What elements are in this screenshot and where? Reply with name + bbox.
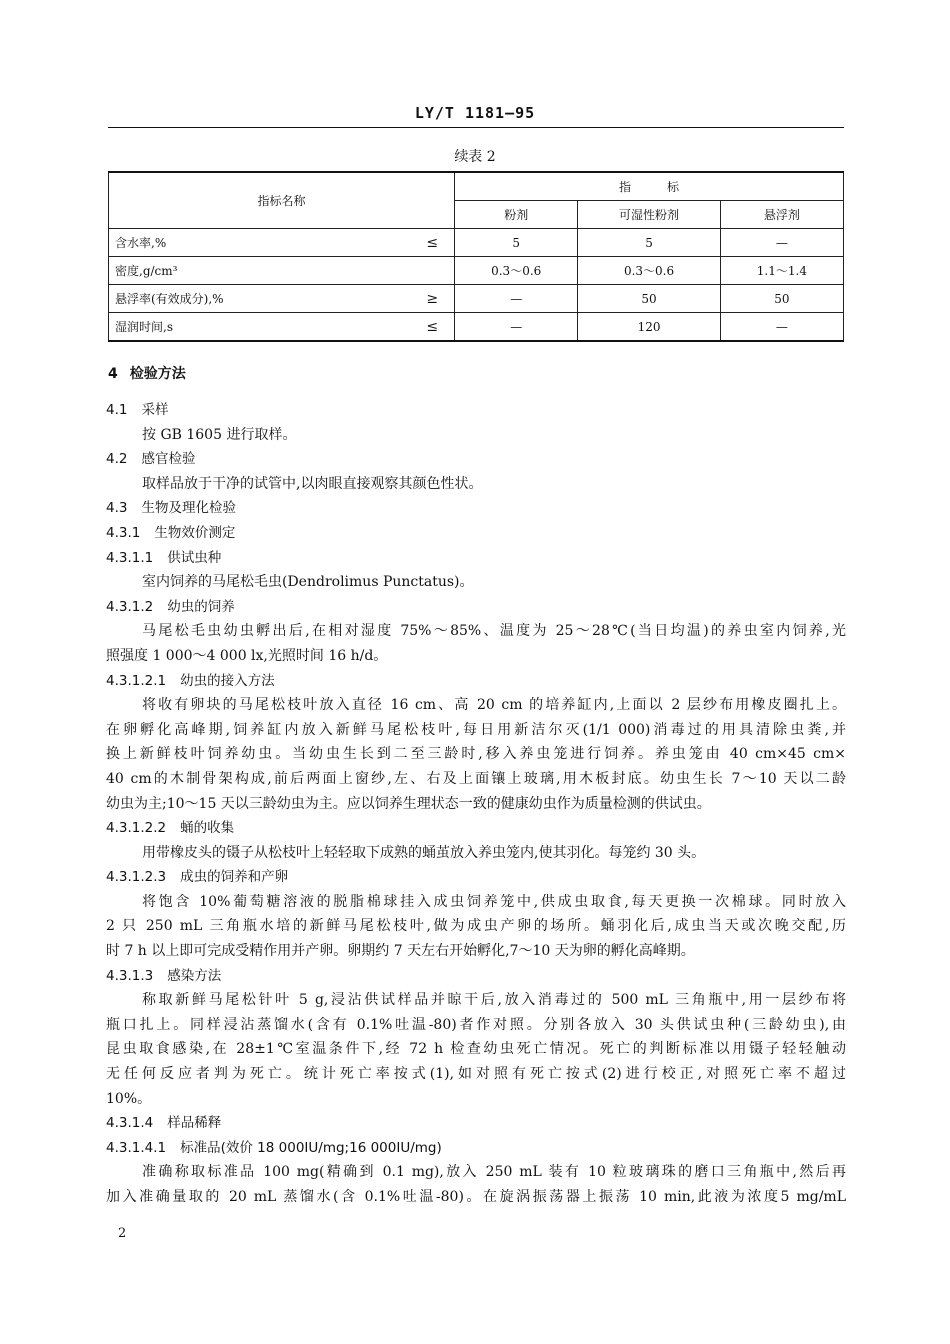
heading-title: 幼虫的接入方法 — [180, 672, 275, 689]
heading-title: 感染方法 — [167, 967, 222, 984]
table-header-row — [109, 172, 844, 201]
heading-number: 4.3.1.2.3 — [106, 869, 167, 886]
paragraph-line: 照强度 1 000～4 000 lx,光照时间 16 h/d。 — [106, 647, 388, 664]
row-symbol: ≥ — [402, 285, 455, 313]
heading-title: 样品稀释 — [167, 1115, 222, 1132]
heading-number: 4.1 — [106, 402, 128, 418]
cell: 0.3～0.6 — [578, 257, 720, 285]
subsection-heading — [106, 496, 846, 521]
cell: 5 — [578, 229, 720, 257]
paragraph-line: 10%。 — [106, 1090, 152, 1107]
row-name: 密度,g/cm³ — [109, 257, 403, 285]
paragraph-line: 室内饲养的马尾松毛虫(Dendrolimus Punctatus)。 — [142, 574, 474, 591]
row-symbol: ≤ — [402, 229, 455, 257]
heading-number: 4.3.1.4.1 — [106, 1139, 167, 1156]
col-header: 粉剂 — [455, 201, 578, 229]
heading-number: 4.3.1.1 — [106, 549, 154, 566]
row-symbol: ≤ — [402, 313, 455, 342]
spec-table — [108, 171, 844, 342]
subsection-heading — [106, 816, 846, 841]
paragraph-line: 40 cm的木制骨架构成,前后两面上窗纱,左、右及上面镶上玻璃,用木板封底。幼虫生长 7～10 天以二龄 — [106, 770, 846, 787]
paragraph-line: 将收有卵块的马尾松枝叶放入直径 16 cm、高 20 cm 的培养缸内,上面以 2 层纱布用橡皮圈扎上。 — [142, 697, 846, 714]
heading-number: 4.3.1.3 — [106, 967, 154, 984]
paragraph-line: 无任何反应者判为死亡。统计死亡率按式(1),如对照有死亡按式(2)进行校正,对照死亡率不超过 — [106, 1066, 846, 1083]
cell: 50 — [578, 285, 720, 313]
cell: — — [720, 229, 843, 257]
heading-number: 4.3.1.2.1 — [106, 672, 167, 689]
section-number: 4 — [108, 366, 118, 382]
section-title: 检验方法 — [129, 366, 186, 382]
heading-title: 生物效价测定 — [154, 524, 236, 541]
header-rule — [108, 127, 844, 128]
paragraph-line: 称取新鲜马尾松针叶 5 g,浸沾供试样品并晾干后,放入消毒过的 500 mL 三角瓶中,用一层纱布将 — [142, 992, 846, 1009]
paragraph-line: 马尾松毛虫幼虫孵出后,在相对湿度 75%～85%、温度为 25～28℃(当日均温)的养虫室内饲养,光 — [142, 623, 846, 640]
cell: 1.1～1.4 — [720, 257, 843, 285]
paragraph-line: 换上新鲜枝叶饲养幼虫。当幼虫生长到二至三龄时,移入养虫笼进行饲养。养虫笼由 40 cm×45 cm× — [106, 746, 846, 763]
heading-number: 4.3.1.4 — [106, 1115, 154, 1132]
page-number: 2 — [118, 1226, 127, 1241]
subsection-heading — [106, 546, 846, 571]
subsection-heading — [106, 1136, 846, 1161]
heading-number: 4.3.1.2.2 — [106, 820, 167, 837]
heading-number: 4.3 — [106, 500, 128, 517]
paragraph-line: 加入准确量取的 20 mL 蒸馏水(含 0.1%吐温-80)。在旋涡振荡器上振荡 10 min,此液为浓度5 mg/mL — [106, 1189, 846, 1205]
col-header: 悬浮剂 — [720, 201, 843, 229]
table-row — [109, 285, 844, 313]
table-caption: 续表 2 — [454, 149, 496, 165]
col-header: 可湿性粉剂 — [578, 201, 720, 229]
cell: — — [720, 313, 843, 342]
heading-title: 供试虫种 — [167, 549, 222, 566]
paragraph-line: 在卵孵化高峰期,饲养缸内放入新鲜马尾松枝叶,每日用新洁尔灭(1/1 000)消毒过的用具清除虫粪,并 — [106, 721, 846, 738]
heading-number: 4.3.1 — [106, 524, 141, 541]
standard-code-header: LY/T 1181—95 — [414, 104, 536, 122]
paragraph-line: 取样品放于干净的试管中,以肉眼直接观察其颜色性状。 — [142, 475, 483, 492]
cell: 5 — [455, 229, 578, 257]
paragraph-line: 瓶口扎上。同样浸沾蒸馏水(含有 0.1%吐温-80)者作对照。分别各放入 30 头供试虫种(三龄幼虫),由 — [106, 1016, 846, 1033]
paragraph-line: 昆虫取食感染,在 28±1℃室温条件下,经 72 h 检查幼虫死亡情况。死亡的判断标准以用镊子轻轻触动 — [106, 1041, 846, 1058]
heading-title: 感官检验 — [141, 451, 196, 468]
subsection-heading — [106, 964, 846, 989]
subsection-heading — [106, 865, 846, 890]
heading-title: 生物及理化检验 — [141, 500, 236, 517]
subsection-heading — [106, 398, 846, 423]
subsection-heading — [106, 521, 846, 546]
cell: — — [455, 285, 578, 313]
subsection-heading — [106, 595, 846, 620]
heading-title: 标准品(效价 18 000IU/mg;16 000IU/mg) — [180, 1139, 442, 1156]
paragraph-line: 幼虫为主;10～15 天以三龄幼虫为主。应以饲养生理状态一致的健康幼虫作为质量检测的供试虫。 — [106, 795, 711, 812]
heading-title: 蛹的收集 — [180, 820, 235, 837]
subsection-heading — [106, 1111, 846, 1136]
paragraph-line: 用带橡皮头的镊子从松枝叶上轻轻取下成熟的蛹茧放入养虫笼内,使其羽化。每笼约 30 头。 — [142, 844, 706, 861]
row-name: 悬浮率(有效成分),% — [109, 285, 403, 313]
table-row — [109, 229, 844, 257]
cell: — — [455, 313, 578, 342]
row-name: 湿润时间,s — [109, 313, 403, 342]
table-row — [109, 257, 844, 285]
subsection-heading — [106, 669, 846, 694]
section-heading — [108, 363, 186, 383]
row-name: 含水率,% — [109, 229, 403, 257]
heading-number: 4.2 — [106, 451, 128, 468]
cell: 120 — [578, 313, 720, 342]
paragraph-line: 准确称取标准品 100 mg(精确到 0.1 mg),放入 250 mL 装有 10 粒玻璃珠的磨口三角瓶中,然后再 — [142, 1164, 846, 1181]
paragraph-line: 按 GB 1605 进行取样。 — [142, 426, 297, 443]
heading-title: 采样 — [141, 402, 169, 418]
col-name-header: 指标名称 — [109, 172, 455, 229]
document-body — [106, 398, 846, 1210]
table-row — [109, 313, 844, 342]
paragraph-line: 将饱含 10%葡萄糖溶液的脱脂棉球挂入成虫饲养笼中,供成虫取食,每天更换一次棉球。同时放入 — [142, 893, 846, 910]
paragraph-line: 时 7 h 以上即可完成受精作用并产卵。卵期约 7 天左右开始孵化,7～10 天为卵的孵化高峰期。 — [106, 943, 695, 960]
row-symbol — [402, 257, 455, 285]
subsection-heading — [106, 447, 846, 472]
cell: 0.3～0.6 — [455, 257, 578, 285]
col-group-header: 指 标 — [455, 172, 844, 201]
cell: 50 — [720, 285, 843, 313]
heading-title: 幼虫的饲养 — [167, 598, 235, 615]
paragraph-line: 2 只 250 mL 三角瓶水培的新鲜马尾松枝叶,做为成虫产卵的场所。蛹羽化后,成虫当天或次晚交配,历 — [106, 918, 846, 935]
heading-number: 4.3.1.2 — [106, 598, 154, 615]
heading-title: 成虫的饲养和产卵 — [180, 869, 289, 886]
